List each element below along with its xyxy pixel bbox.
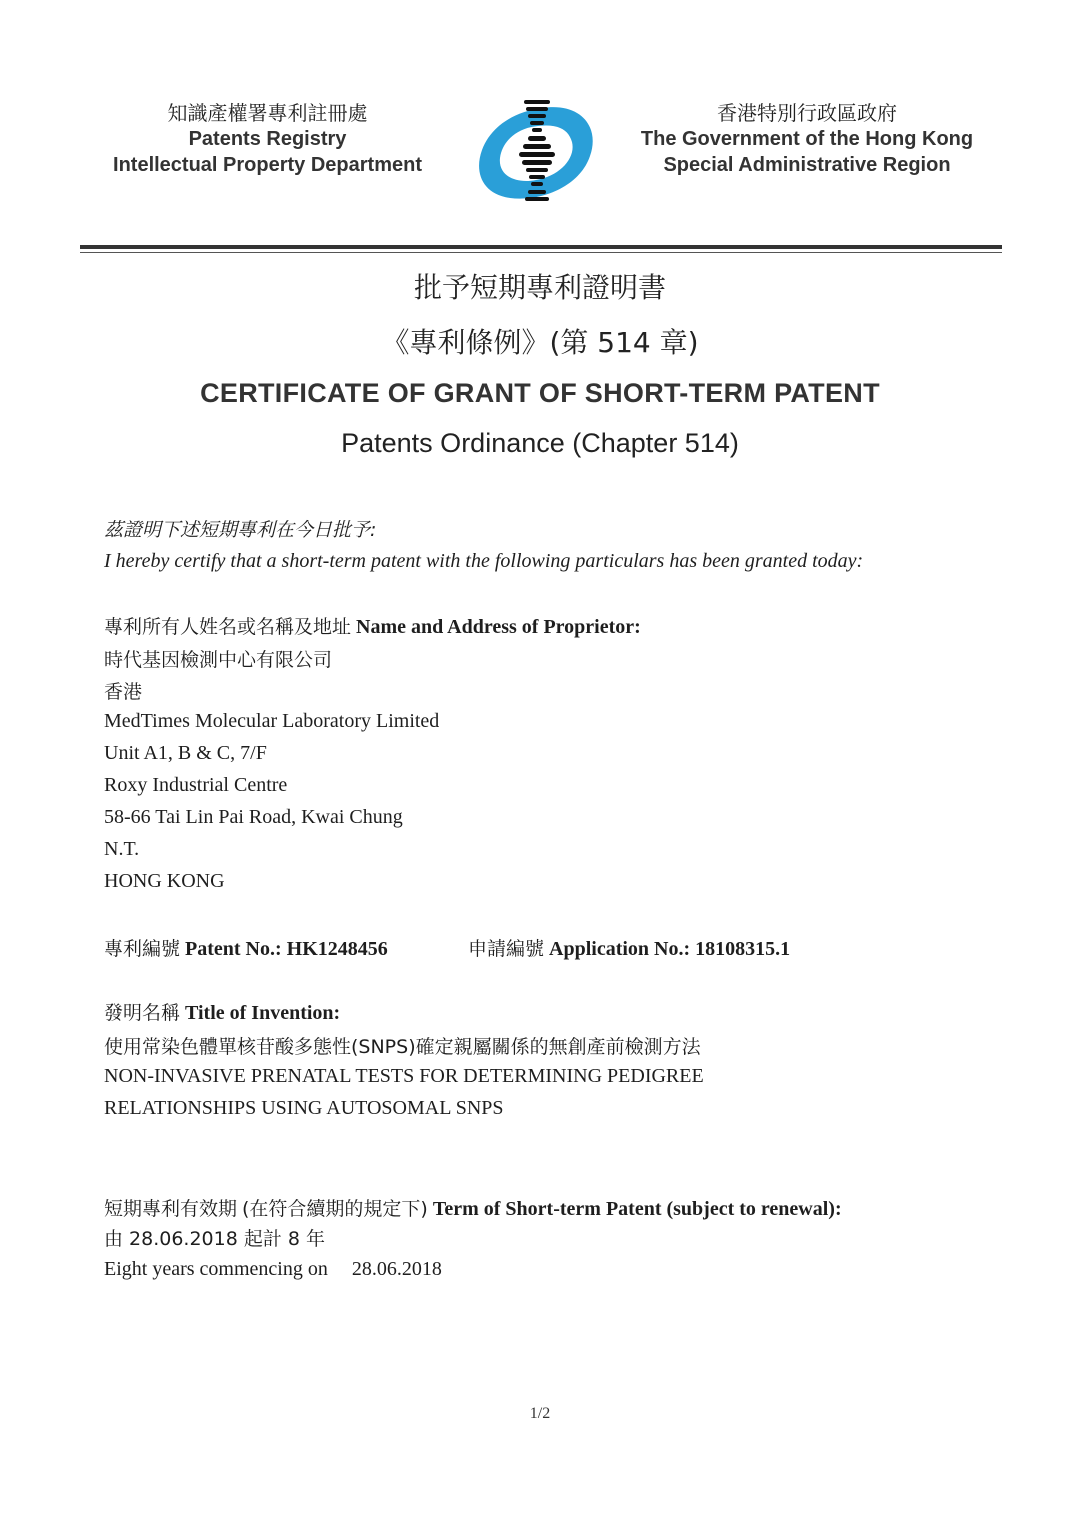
header-divider-thick [80, 245, 1002, 249]
proprietor-line: N.T. [104, 838, 140, 860]
proprietor-line: 58-66 Tai Lin Pai Road, Kwai Chung [104, 806, 403, 828]
application-number-label-en: Application No.: [549, 938, 691, 960]
proprietor-line: MedTimes Molecular Laboratory Limited [104, 710, 440, 732]
issuer-department: Intellectual Property Department [113, 154, 422, 176]
term-line-en [104, 1258, 442, 1281]
hksar-emblem-icon [472, 98, 600, 206]
issuer-block-right [612, 100, 1002, 178]
proprietor-line: Roxy Industrial Centre [104, 774, 288, 796]
government-name-zh: 香港特別行政區政府 [717, 101, 897, 125]
government-name-en-1: The Government of the Hong Kong [640, 128, 974, 150]
certify-statement-en: I hereby certify that a short-term patent with the following particulars has been granted today: [104, 550, 864, 572]
invention-title-en-2: RELATIONSHIPS USING AUTOSOMAL SNPS [104, 1097, 504, 1119]
patent-number [104, 934, 388, 961]
term-line-zh: 由 28.06.2018 起計 8 年 [104, 1228, 326, 1250]
issuer-block-left [60, 100, 475, 178]
invention-heading [104, 998, 340, 1025]
ordinance-ref-en: Patents Ordinance (Chapter 514) [341, 428, 739, 458]
term-label-zh: 短期專利有效期 [104, 1198, 238, 1220]
patent-number-value: HK1248456 [286, 938, 388, 960]
application-number-value: 18108315.1 [695, 938, 791, 960]
issuer-name-zh: 知識產權署專利註冊處 [167, 101, 368, 125]
proprietor-line: 時代基因檢測中心有限公司 [104, 649, 333, 671]
term-start-date: 28.06.2018 [351, 1258, 442, 1280]
term-label-zh-paren: (在符合續期的規定下) [242, 1198, 428, 1220]
proprietor-label-zh: 專利所有人姓名或名稱及地址 [104, 616, 352, 638]
ordinance-ref-zh: 《專利條例》(第 514 章) [381, 326, 699, 359]
term-heading [104, 1194, 842, 1221]
term-line-en-prefix: Eight years commencing on [104, 1258, 328, 1280]
invention-label-zh: 發明名稱 [104, 1002, 181, 1024]
issuer-registry: Patents Registry [188, 128, 347, 150]
invention-label-en: Title of Invention: [185, 1002, 341, 1024]
application-number [468, 934, 790, 961]
certify-statement-zh: 茲證明下述短期專利在今日批予: [104, 519, 377, 541]
proprietor-heading [104, 612, 641, 639]
certificate-title-zh: 批予短期專利證明書 [413, 271, 666, 304]
invention-title-zh: 使用常染色體單核苷酸多態性(SNPS)確定親屬關係的無創產前檢測方法 [104, 1036, 701, 1058]
proprietor-line: HONG KONG [104, 870, 225, 892]
term-label-en: Term of Short-term Patent (subject to renewal): [432, 1198, 842, 1220]
proprietor-line: Unit A1, B & C, 7/F [104, 742, 267, 764]
proprietor-line: 香港 [104, 681, 143, 703]
invention-title-en-1: NON-INVASIVE PRENATAL TESTS FOR DETERMINING PEDIGREE [104, 1065, 704, 1087]
page-number: 1/2 [529, 1405, 551, 1422]
patent-number-label-zh: 專利編號 [104, 938, 181, 960]
proprietor-label-en: Name and Address of Proprietor: [356, 616, 641, 638]
patent-number-label-en: Patent No.: [185, 938, 282, 960]
header-divider-thin [80, 252, 1002, 253]
application-number-label-zh: 申請編號 [468, 938, 545, 960]
government-name-en-2: Special Administrative Region [663, 154, 951, 176]
certificate-title-en: CERTIFICATE OF GRANT OF SHORT-TERM PATENT [200, 378, 880, 408]
